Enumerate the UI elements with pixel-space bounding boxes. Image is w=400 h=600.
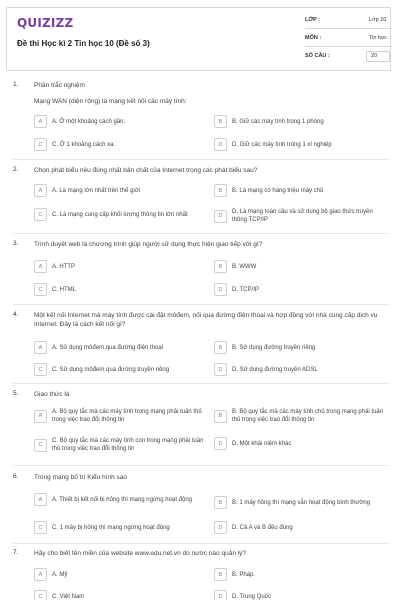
option-text: C. Việt Nam (52, 593, 85, 600)
question-text: Một kết nối Internet mà máy tính được cài đặt môđem, nối qua đường điện thoại và hợp đồng với nhà cung cấp dịch vụ Internet. Đây là cách kết nối gì? (34, 312, 378, 328)
meta-divider (305, 46, 392, 47)
option-c[interactable] (34, 437, 206, 453)
option-letter: D (214, 210, 227, 223)
option-b[interactable] (214, 408, 386, 424)
question-number: 5. (13, 390, 19, 397)
subject-label: MÔN : (305, 35, 322, 41)
question-text: Mạng WAN (diện rộng) là mạng kết nối các máy tính: (34, 98, 187, 105)
option-letter: A (34, 184, 47, 197)
option-text: C. Sử dụng môđem qua đường truyền riêng (52, 366, 170, 373)
option-a[interactable] (34, 184, 204, 197)
option-letter: B (214, 496, 227, 509)
option-letter: C (34, 208, 47, 221)
option-letter: D (214, 138, 227, 151)
option-text: B. Pháp. (232, 571, 256, 578)
option-a[interactable] (34, 568, 204, 581)
option-d[interactable] (214, 138, 389, 151)
quizizz-logo: QUIZIZZ (17, 16, 74, 30)
option-b[interactable] (214, 341, 389, 354)
quiz-header-card (6, 7, 391, 71)
question-divider (13, 465, 389, 466)
option-text: D. Trung Quốc (232, 593, 272, 600)
option-text: D. Giữ các máy tính trong 1 xí nghiệp (232, 141, 332, 148)
question-number: 4. (13, 311, 19, 318)
option-b[interactable] (214, 568, 389, 581)
option-text: A. Thiết bị kết nối bị hỏng thì mạng ngừng hoạt động (52, 496, 193, 503)
option-letter: A (34, 568, 47, 581)
question-divider (13, 233, 389, 234)
option-text: C. Bộ quy tắc mà các máy tính con trong mạng phải tuân thủ trong việc trao đổi thông tin (52, 438, 204, 452)
option-d[interactable] (214, 283, 389, 296)
option-text: C. Là mạng cung cấp khối lượng thông tin lớn nhất (52, 211, 188, 218)
option-text: C. Ở 1 khoảng cách xa. (52, 141, 116, 148)
option-text: A. HTTP (52, 263, 76, 270)
question-text: Giao thức là (34, 391, 70, 398)
option-text: C. HTML (52, 286, 76, 293)
question-divider (13, 159, 389, 160)
option-text: A. Là mạng lớn nhất trên thế giới (52, 187, 140, 194)
option-letter: A (34, 260, 47, 273)
subject-value: Tin học (369, 35, 387, 41)
option-a[interactable] (34, 493, 206, 506)
option-text: C. 1 máy bị hỏng thì mạng ngừng hoạt động (52, 524, 170, 531)
option-letter: D (214, 283, 227, 296)
option-b[interactable] (214, 260, 389, 273)
option-letter: D (214, 521, 227, 534)
question-text: Hãy cho biết tên miền của website www.edu.net.vn do nước nào quản lý? (34, 550, 247, 557)
option-letter: D (214, 590, 227, 600)
question-count-label: SỐ CÂU : (305, 53, 330, 59)
option-b[interactable] (214, 115, 389, 128)
question-number: 2. (13, 166, 19, 173)
option-d[interactable] (214, 521, 389, 534)
option-d[interactable] (214, 208, 384, 224)
question-number: 6. (13, 473, 19, 480)
option-letter: A (34, 493, 47, 506)
option-b[interactable] (214, 184, 389, 197)
option-text: D. Sử dụng đường truyền ADSL (232, 366, 318, 373)
option-c[interactable] (34, 208, 209, 221)
option-letter: C (34, 590, 47, 600)
option-c[interactable] (34, 283, 204, 296)
question-text: Chọn phát biểu nêu đúng nhất bản chất của Internet trong các phát biểu sau? (34, 167, 258, 174)
option-letter: A (34, 410, 47, 423)
question-text: Trình duyệt web là chương trình giúp người sử dụng thực hiện giao tiếp với gì? (34, 241, 263, 248)
option-text: B. Sử dụng đường truyền riêng (232, 344, 316, 351)
option-c[interactable] (34, 521, 206, 534)
option-text: A. Bộ quy tắc mà các máy tính trong mạng phải tuân thủ trong việc trao đổi thông tin (52, 409, 202, 423)
option-c[interactable] (34, 138, 204, 151)
option-letter: C (34, 283, 47, 296)
option-letter: B (214, 115, 227, 128)
option-letter: C (34, 363, 47, 376)
option-letter: C (34, 138, 47, 151)
option-b[interactable] (214, 496, 394, 509)
option-text: B. Bộ quy tắc mà các máy tính chủ trong mạng phải tuân thủ trong việc trao đổi thông tin (232, 409, 384, 423)
option-letter: D (214, 437, 227, 450)
option-letter: C (34, 521, 47, 534)
option-letter: B (214, 184, 227, 197)
option-letter: A (34, 115, 47, 128)
question-number: 7. (13, 549, 19, 556)
option-letter: C (34, 439, 47, 452)
option-text: A. Ở một khoảng cách gần. (52, 118, 126, 125)
option-letter: D (214, 363, 227, 376)
question-number: 3. (13, 240, 19, 247)
option-letter: A (34, 341, 47, 354)
question-divider (13, 304, 389, 305)
question-number: 1. (13, 81, 19, 88)
option-letter: B (214, 568, 227, 581)
option-a[interactable] (34, 408, 206, 424)
option-text: A. Sử dụng môđem qua đường điện thoại (52, 344, 164, 351)
option-text: A. Mỹ (52, 571, 68, 578)
option-a[interactable] (34, 115, 204, 128)
option-text: D. Một khái niệm khác (232, 440, 292, 447)
meta-divider (305, 28, 392, 29)
question-count-box (366, 51, 390, 62)
question-count-value: 20 (371, 53, 378, 59)
option-text: B. 1 máy hỏng thì mạng vẫn hoạt động bình thường (232, 499, 371, 506)
option-letter: B (214, 341, 227, 354)
option-d[interactable] (214, 437, 386, 450)
question-divider (13, 543, 389, 544)
option-a[interactable] (34, 341, 204, 354)
option-letter: B (214, 410, 227, 423)
class-value: Lớp 10 (369, 17, 387, 23)
option-text: B. WWW (232, 263, 257, 270)
option-text: B. Giữ các máy tính trong 1 phòng (232, 118, 324, 125)
option-text: B. Là mạng có hàng triệu máy chủ (232, 187, 324, 194)
option-d[interactable] (214, 590, 389, 600)
quiz-title: Đề thi Học kì 2 Tin học 10 (Đề số 3) (17, 39, 150, 48)
question-divider (13, 383, 389, 384)
option-c[interactable] (34, 363, 204, 376)
question-text: Trong mạng bố trí Kiểu hình sao (34, 474, 127, 481)
option-a[interactable] (34, 260, 204, 273)
option-letter: B (214, 260, 227, 273)
class-label: LỚP : (305, 17, 320, 23)
option-d[interactable] (214, 363, 389, 376)
option-text: D. TCP/IP (232, 286, 259, 293)
option-text: D. Cả A và B đều đúng (232, 524, 293, 531)
option-c[interactable] (34, 590, 204, 600)
option-text: D. Là mạng toàn cầu và sử dụng bộ giao thức truyền thông TCP/IP (232, 209, 373, 223)
section-title: Phần trắc nghiệm (34, 82, 85, 89)
